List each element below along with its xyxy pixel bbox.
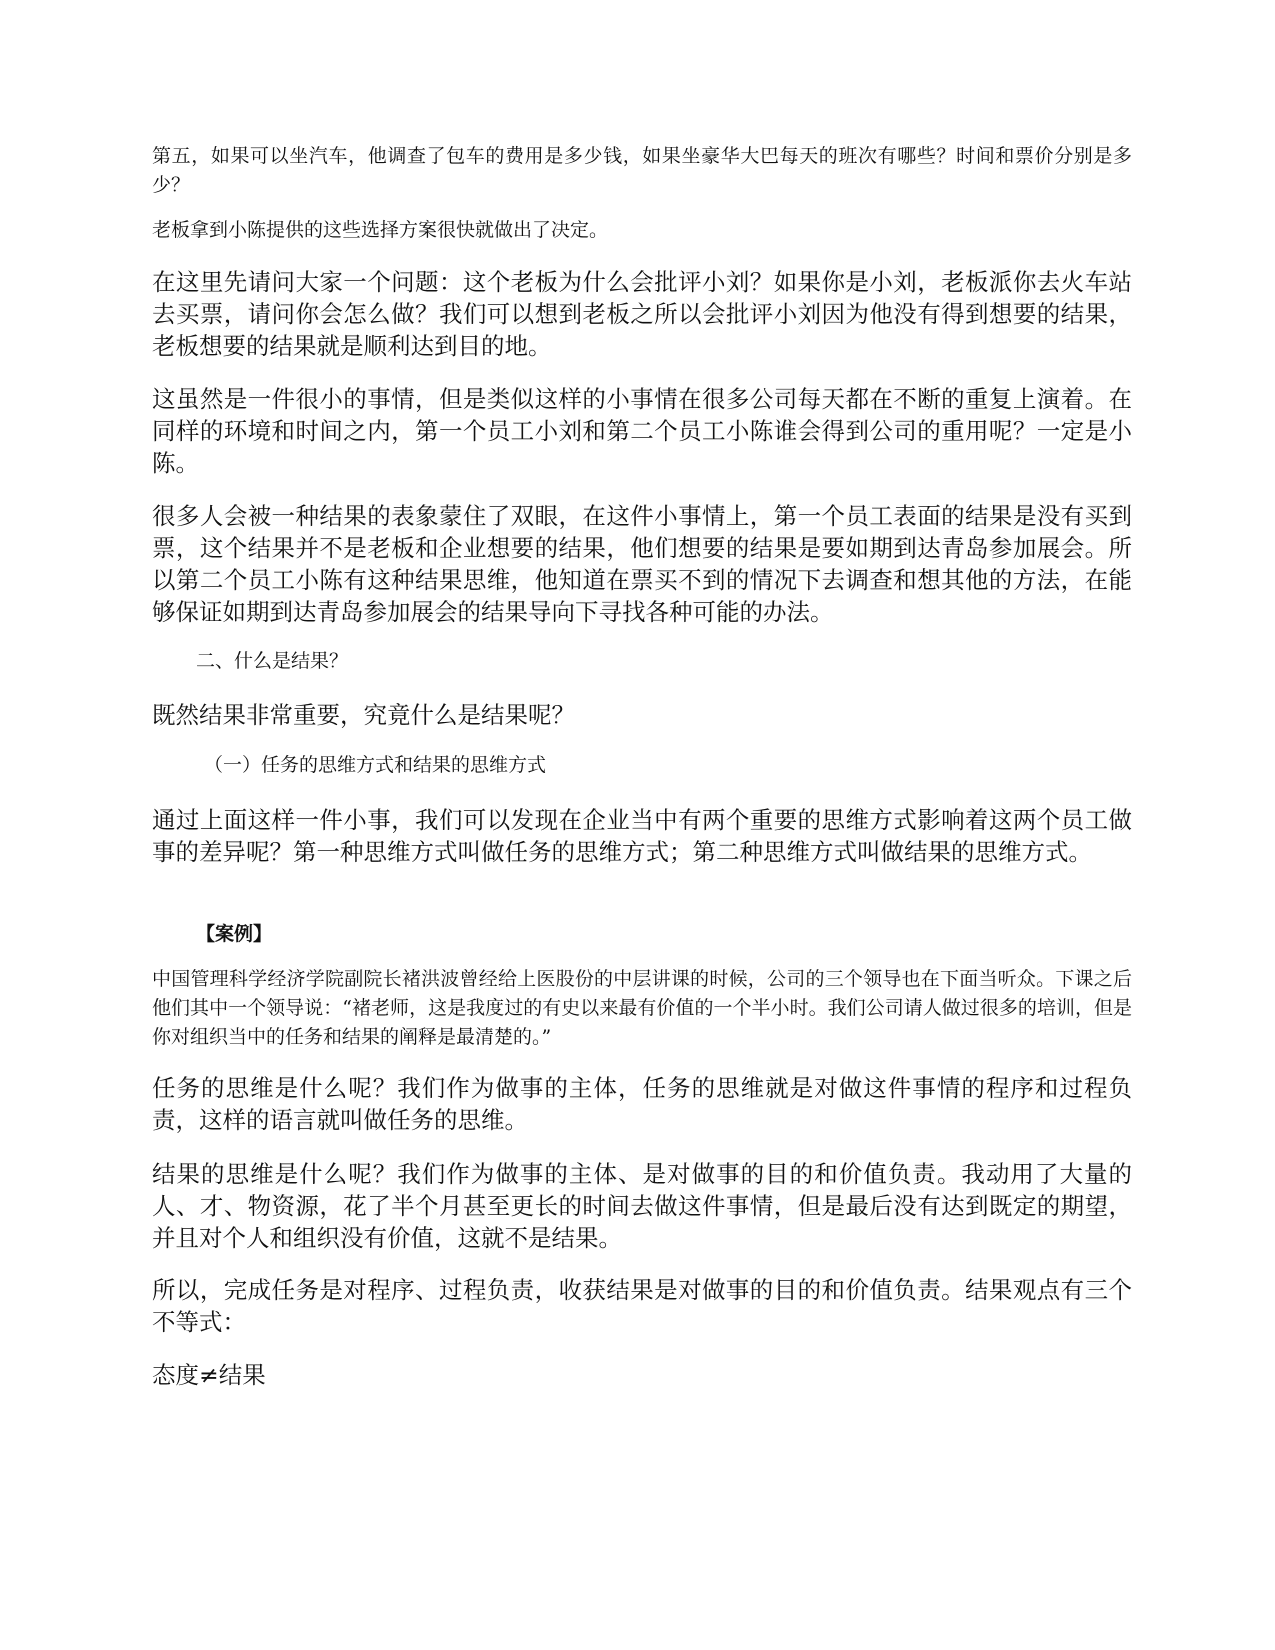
paragraph-boss-decision: 老板拿到小陈提供的这些选择方案很快就做出了决定。 [152, 219, 609, 241]
paragraph-small-matter: 这虽然是一件很小的事情，但是类似这样的小事情在很多公司每天都在不断的重复上演着。在同样的环境和时间之内，第一个员工小刘和第二个员工小陈谁会得到公司的重用呢？一定是小陈。 [152, 385, 1132, 477]
paragraph-result-thinking: 结果的思维是什么呢？我们作为做事的主体、是对做事的目的和价值负责。我动用了大量的人、才、物资源，花了半个月甚至更长的时间去做这件事情，但是最后没有达到既定的期望，并且对个人和组织没有价值，这就不是结果。 [152, 1160, 1132, 1252]
paragraph-inequalities-intro: 所以，完成任务是对程序、过程负责，收获结果是对做事的目的和价值负责。结果观点有三个不等式： [152, 1276, 1132, 1336]
subsection-heading: （一）任务的思维方式和结果的思维方式 [204, 754, 547, 776]
paragraph-two-modes: 通过上面这样一件小事，我们可以发现在企业当中有两个重要的思维方式影响着这两个员工做事的差异呢？第一种思维方式叫做任务的思维方式；第二种思维方式叫做结果的思维方式。 [152, 806, 1132, 866]
paragraph-attitude-inequality: 态度≠结果 [152, 1361, 266, 1389]
paragraph-task-thinking: 任务的思维是什么呢？我们作为做事的主体，任务的思维就是对做这件事情的程序和过程负责，这样的语言就叫做任务的思维。 [152, 1074, 1132, 1134]
paragraph-case-story: 中国管理科学经济学院副院长褚洪波曾经给上医股份的中层讲课的时候，公司的三个领导也在下面当听众。下课之后他们其中一个领导说：“褚老师，这是我度过的有史以来最有价值的一个半小时。我们公司请人做过很多的培训，但是你对组织当中的任务和结果的阐释是最清楚的。” [152, 968, 1132, 1048]
paragraph-fifth-option: 第五，如果可以坐汽车，他调查了包车的费用是多少钱，如果坐豪华大巴每天的班次有哪些？时间和票价分别是多少？ [152, 145, 1132, 196]
section-heading: 二、什么是结果？ [196, 650, 349, 672]
paragraph-what-is-result: 既然结果非常重要，究竟什么是结果呢？ [152, 701, 575, 729]
paragraph-appearance: 很多人会被一种结果的表象蒙住了双眼，在这件小事情上，第一个员工表面的结果是没有买到票，这个结果并不是老板和企业想要的结果，他们想要的结果是要如期到达青岛参加展会。所以第二个员工小陈有这种结果思维，他知道在票买不到的情况下去调查和想其他的方法，在能够保证如期到达青岛参加展会的结果导向下寻找各种可能的办法。 [152, 502, 1132, 626]
paragraph-question: 在这里先请问大家一个问题：这个老板为什么会批评小刘？如果你是小刘，老板派你去火车站去买票，请问你会怎么做？我们可以想到老板之所以会批评小刘因为他没有得到想要的结果，老板想要的结果就是顺利达到目的地。 [152, 268, 1132, 360]
case-label: 【案例】 [196, 923, 273, 945]
